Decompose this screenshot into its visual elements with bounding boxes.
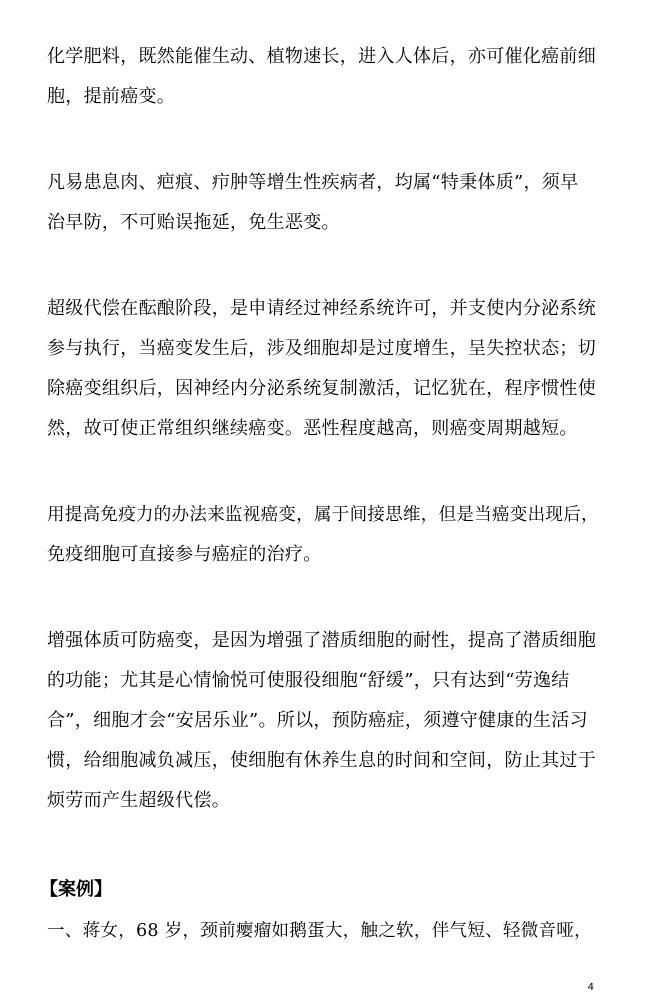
text-line: 合”，细胞才会“安居乐业”。所以，预防癌症，须遵守健康的生活习 bbox=[47, 710, 588, 731]
page-number: 4 bbox=[587, 982, 594, 993]
text-line: 用提高免疫力的办法来监视癌变，属于间接思维，但是当癌变出现后， bbox=[47, 505, 599, 525]
text-line: 烦劳而产生超级代偿。 bbox=[47, 790, 230, 811]
case-first-line bbox=[47, 911, 603, 951]
text-line: 胞，提前癌变。 bbox=[47, 86, 176, 107]
text-line: 一、蒋女，68 岁，颈前瘿瘤如鹅蛋大，触之软，伴气短、轻微音哑， bbox=[47, 921, 592, 941]
text-line: 除癌变组织后，因神经内分泌系统复制激活，记忆犹在，程序惯性使 bbox=[47, 378, 596, 399]
paragraph-fertilizer bbox=[47, 37, 603, 117]
text-line: 凡易患息肉、疤痕、疖肿等增生性疾病者，均属“特秉体质”，须早 bbox=[47, 172, 579, 193]
text-line: 治早防，不可贻误拖延，免生恶变。 bbox=[47, 212, 340, 233]
paragraph-special-constitution bbox=[47, 163, 603, 243]
text-line: 参与执行，当癌变发生后，涉及细胞却是过度增生，呈失控状态；切 bbox=[47, 338, 596, 359]
text-line: 化学肥料，既然能催生动、植物速长，进入人体后，亦可催化癌前细 bbox=[47, 46, 596, 67]
paragraph-immunity bbox=[47, 495, 603, 575]
text-line: 的功能；尤其是心情愉悦可使服役细胞“舒缓”，只有达到“劳逸结 bbox=[47, 670, 570, 691]
text-line: 然，故可使正常组织继续癌变。恶性程度越高，则癌变周期越短。 bbox=[47, 418, 578, 439]
paragraph-super-compensation bbox=[47, 289, 603, 449]
text-line: 惯，给细胞减负减压，使细胞有休养生息的时间和空间，防止其过于 bbox=[47, 750, 596, 771]
paragraph-constitution-prevention bbox=[47, 621, 603, 821]
text-line: 增强体质可防癌变，是因为增强了潜质细胞的耐性，提高了潜质细胞 bbox=[47, 630, 596, 651]
text-line: 免疫细胞可直接参与癌症的治疗。 bbox=[47, 544, 322, 565]
text-line: 超级代偿在酝酿阶段，是申请经过神经系统许可，并支使内分泌系统 bbox=[47, 298, 596, 319]
case-heading: 【案例】 bbox=[40, 879, 112, 900]
